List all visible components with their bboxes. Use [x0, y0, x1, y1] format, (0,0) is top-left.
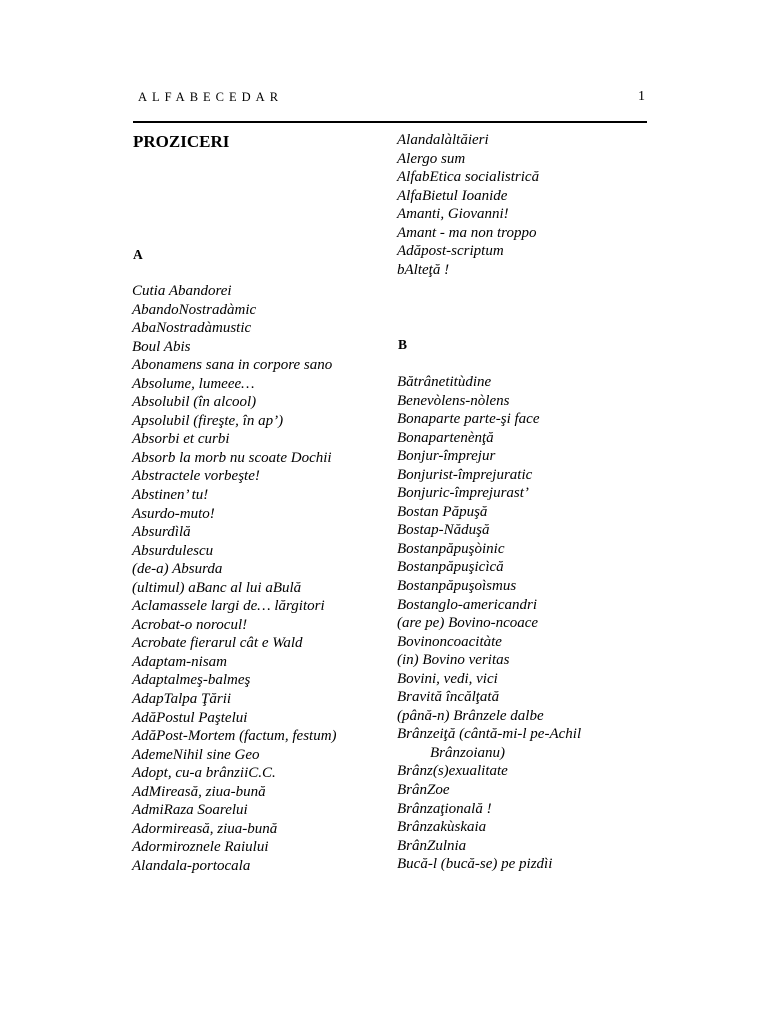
- entry-item: Benevòlens-nòlens: [397, 392, 510, 409]
- entry-item: AdăPost-Mortem (factum, festum): [132, 728, 337, 745]
- entry-item: Brânzoianu): [430, 744, 505, 761]
- right-column-b-entries: [397, 373, 581, 874]
- section-title: PROZICERI: [133, 132, 230, 151]
- entry-item: Adăpost-scriptum: [397, 243, 504, 260]
- entry-item: Amanti, Giovanni!: [397, 206, 509, 223]
- entry-item: bAlteţă !: [397, 261, 450, 278]
- entry-item: Alandalàltăieri: [397, 132, 489, 148]
- entry-item: Bostap-Năduşă: [397, 522, 490, 539]
- right-column-top-entries: [397, 131, 539, 279]
- entry-item: Aclamassele largi de… lărgitori: [132, 598, 325, 615]
- entry-item: Absolume, lumeee…: [132, 375, 255, 392]
- entry-item: Boul Abis: [132, 338, 191, 355]
- entry-item: Adormiroznele Raiului: [132, 839, 269, 856]
- entry-item: Brânzaţională !: [397, 800, 492, 817]
- entry-item: AdmiRaza Soarelui: [132, 802, 248, 819]
- entry-item: Bătrânetitùdine: [397, 374, 492, 390]
- header-title: ALFABECEDAR: [138, 90, 284, 104]
- entry-item: Bonjuric-împrejurast’: [397, 485, 529, 502]
- header-rule: [133, 121, 647, 123]
- entry-item: Absurdulescu: [132, 542, 214, 559]
- entry-item: Absorb la morb nu scoate Dochii: [132, 449, 332, 466]
- entry-item: Abstinen’ tu!: [132, 487, 209, 504]
- entry-item: Bovini, vedi, vici: [397, 670, 498, 687]
- entry-item: Asurdo-muto!: [132, 505, 215, 522]
- entry-item: AdMireasă, ziua-bună: [132, 783, 266, 800]
- entry-item: Bostanglo-americandri: [397, 596, 537, 613]
- entry-item: BrânZulnia: [397, 837, 467, 854]
- entry-item: Adopt, cu-a brânziiC.C.: [132, 765, 276, 782]
- entry-item: Bucă-l (bucă-se) pe pizdìi: [397, 856, 553, 873]
- entry-item: Bonjur-împrejur: [397, 448, 496, 465]
- entry-item: Brânzeiţă (cântă-mi-l pe-Achil: [397, 726, 582, 743]
- letter-heading-a: A: [133, 247, 143, 262]
- entry-item: Bonapartenènţă: [397, 429, 494, 446]
- entry-item: Adormireasă, ziua-bună: [132, 820, 278, 837]
- entry-item: AlfaBietul Ioanide: [397, 187, 508, 204]
- entry-item: Bostanpăpuşoìsmus: [397, 578, 517, 595]
- entry-item: Bravită încălţată: [397, 689, 500, 706]
- page-number: 1: [638, 89, 645, 104]
- entry-item: Bonjurist-împrejuratic: [397, 466, 533, 483]
- entry-item: (ultimul) aBanc al lui aBulă: [132, 579, 302, 596]
- entry-item: Bostanpăpuşicìcă: [397, 559, 504, 576]
- entry-item: Acrobat-o norocul!: [132, 616, 248, 633]
- entry-item: Absolubil (în alcool): [132, 394, 257, 411]
- entry-item: (in) Bovino veritas: [397, 652, 510, 669]
- entry-item: (de-a) Absurda: [132, 561, 223, 578]
- entry-item: Abonamens sana in corpore sano: [132, 357, 333, 374]
- entry-item: AlfabEtica socialistrică: [397, 169, 540, 186]
- letter-heading-b: B: [398, 337, 408, 352]
- entry-item: Absorbi et curbi: [132, 431, 230, 448]
- entry-item: AdăPostul Paştelui: [132, 709, 248, 726]
- entry-item: Bostan Păpuşă: [397, 503, 488, 520]
- entry-item: Alandala-portocala: [132, 857, 251, 874]
- entry-item: Bonaparte parte-şi face: [397, 411, 540, 428]
- entry-item: Amant - ma non troppo: [397, 224, 537, 241]
- entry-item: (până-n) Brânzele dalbe: [397, 707, 544, 724]
- entry-item: Absurdìlă: [132, 524, 191, 541]
- left-column-entries: [132, 282, 337, 876]
- entry-item: AbaNostradàmustic: [132, 320, 252, 337]
- entry-item: Adaptam-nisam: [132, 653, 227, 670]
- entry-item: BrânZoe: [397, 782, 450, 799]
- entry-item: Cutia Abandorei: [132, 283, 232, 299]
- entry-item: Brânz(s)exualitate: [397, 763, 508, 780]
- entry-item: Brânzakùskaia: [397, 819, 487, 836]
- entry-item: Alergo sum: [397, 150, 466, 167]
- entry-item: Apsolubil (fireşte, în ap’): [132, 412, 284, 429]
- entry-item: AdapTalpa Ţării: [132, 691, 232, 708]
- entry-item: AbandoNostradàmic: [132, 301, 257, 318]
- entry-item: AdemeNihil sine Geo: [132, 746, 260, 763]
- entry-item: Acrobate fierarul cât e Wald: [132, 635, 303, 652]
- entry-item: (are pe) Bovino-ncoace: [397, 615, 539, 632]
- entry-item: Bovinoncoacitàte: [397, 633, 502, 650]
- entry-item: Adaptalmeş-balmeş: [132, 672, 251, 689]
- entry-item: Abstractele vorbeşte!: [132, 468, 260, 485]
- entry-item: Bostanpăpuşòinic: [397, 540, 505, 557]
